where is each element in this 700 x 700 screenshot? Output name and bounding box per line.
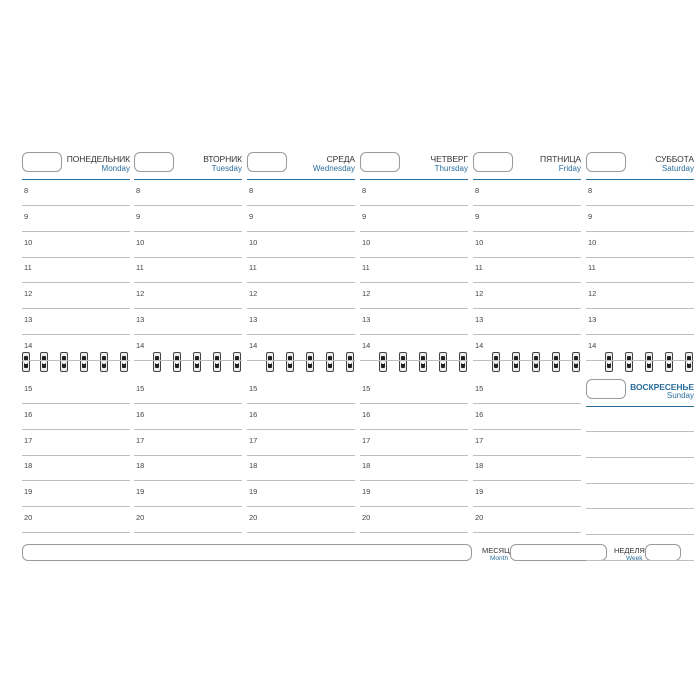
hour-line [586,360,694,361]
hour-number: 8 [475,186,480,195]
hour-slot[interactable] [473,289,581,315]
hour-slot[interactable] [586,289,694,315]
week-field[interactable] [645,544,681,561]
hour-number: 19 [475,487,484,497]
hour-line [360,205,468,206]
hour-line [473,282,581,283]
day-name-english: Saturday [661,164,694,173]
hour-slot[interactable] [247,341,355,367]
hour-line [473,360,581,361]
hour-number: 18 [362,461,371,471]
hour-line [134,282,242,283]
hour-slot[interactable] [586,263,694,289]
day-name-english: Tuesday [211,164,242,173]
hour-line [247,231,355,232]
hour-slot[interactable] [247,410,355,436]
hour-number: 17 [136,435,145,445]
hour-line [586,205,694,206]
hour-line [134,231,242,232]
hour-number: 14 [24,340,33,350]
hour-slot[interactable] [134,436,242,462]
hour-slot[interactable] [247,212,355,238]
hour-number: 10 [362,237,371,247]
hour-line [473,334,581,335]
hour-slot[interactable] [134,341,242,367]
hour-number: 8 [249,186,254,195]
hour-line [22,403,130,404]
hour-number: 13 [24,315,33,324]
hour-slot[interactable] [586,186,694,212]
hour-slot[interactable] [360,461,468,487]
day-name-english: Friday [558,164,581,173]
notes-box[interactable] [22,544,472,561]
hour-slot[interactable] [22,263,130,289]
hour-number: 18 [24,461,33,471]
hour-slot[interactable] [247,461,355,487]
hour-slot[interactable] [247,186,355,212]
hour-slot[interactable] [473,212,581,238]
month-field[interactable] [510,544,607,561]
hour-slot[interactable] [247,315,355,341]
date-box[interactable] [247,152,287,172]
hour-number: 14 [588,340,597,350]
day-column-4 [473,152,581,542]
hour-number: 18 [249,461,258,471]
hour-line [360,282,468,283]
hour-slot[interactable] [586,315,694,341]
hour-line [247,282,355,283]
header-rule [360,179,468,180]
note-line[interactable] [586,457,694,458]
day-name: СРЕДА [326,154,355,164]
hour-slot[interactable] [22,410,130,436]
hour-line [247,257,355,258]
hour-line [360,429,468,430]
day-name-english: Sunday [666,391,694,400]
hour-line [134,532,242,533]
hour-number: 20 [249,513,258,522]
hour-number: 19 [362,487,371,497]
hour-slot[interactable] [22,315,130,341]
hour-number: 13 [475,315,484,324]
day-name: ПОНЕДЕЛЬНИК [66,154,130,164]
hour-number: 8 [362,186,367,195]
header-rule [22,179,130,180]
hour-number: 17 [249,435,258,445]
hour-slot[interactable] [360,410,468,436]
note-line[interactable] [586,508,694,509]
hour-number: 18 [475,461,484,471]
hour-number: 16 [24,409,33,419]
hour-line [22,360,130,361]
hour-number: 9 [588,211,593,221]
header-rule [247,179,355,180]
date-box[interactable] [586,152,626,172]
hour-line [247,506,355,507]
hour-number: 15 [24,384,33,393]
hour-slot[interactable] [247,238,355,264]
hour-line [586,257,694,258]
hour-slot[interactable] [22,436,130,462]
hour-slot[interactable] [134,315,242,341]
hour-number: 11 [136,263,144,273]
hour-line [586,334,694,335]
header-rule [586,406,694,407]
hour-number: 9 [249,211,254,221]
hour-slot[interactable] [360,238,468,264]
hour-number: 16 [362,409,371,419]
hour-slot[interactable] [360,513,468,539]
hour-slot[interactable] [22,513,130,539]
note-line[interactable] [586,534,694,535]
week-label-english: Week [626,555,643,562]
day-column-0 [22,152,130,542]
hour-number: 15 [136,384,145,393]
hour-line [247,403,355,404]
hour-number: 9 [475,211,480,221]
day-name: СУББОТА [655,154,694,164]
header-rule [586,179,694,180]
hour-line [22,506,130,507]
hour-line [473,205,581,206]
hour-line [360,334,468,335]
hour-number: 16 [249,409,258,419]
hour-slot[interactable] [22,341,130,367]
hour-slot[interactable] [22,384,130,410]
hour-number: 13 [588,315,597,324]
hour-number: 20 [136,513,145,522]
day-column-2 [247,152,355,542]
hour-line [247,205,355,206]
hour-slot[interactable] [247,289,355,315]
hour-line [22,429,130,430]
hour-slot[interactable] [473,461,581,487]
hour-line [360,231,468,232]
hour-number: 15 [362,384,371,393]
hour-line [247,532,355,533]
hour-slot[interactable] [134,186,242,212]
day-column-3 [360,152,468,542]
hour-line [473,257,581,258]
hour-number: 11 [249,263,257,273]
note-line[interactable] [586,560,694,561]
date-box[interactable] [586,379,626,399]
hour-slot[interactable] [360,212,468,238]
hour-line [134,360,242,361]
hour-slot[interactable] [360,263,468,289]
hour-number: 10 [588,237,597,247]
hour-slot[interactable] [360,384,468,410]
hour-line [134,334,242,335]
hour-line [22,257,130,258]
hour-line [360,532,468,533]
hour-number: 11 [588,263,596,273]
hour-slot[interactable] [134,410,242,436]
hour-number: 14 [475,340,484,350]
note-line[interactable] [586,431,694,432]
hour-number: 17 [24,435,33,445]
hour-slot[interactable] [360,341,468,367]
hour-slot[interactable] [247,487,355,513]
hour-slot[interactable] [134,263,242,289]
hour-line [360,360,468,361]
hour-slot[interactable] [22,238,130,264]
hour-line [247,455,355,456]
hour-line [247,308,355,309]
date-box[interactable] [134,152,174,172]
day-column-1 [134,152,242,542]
day-name: ЧЕТВЕРГ [430,154,468,164]
hour-slot[interactable] [473,238,581,264]
hour-slot[interactable] [134,384,242,410]
header-rule [134,179,242,180]
hour-line [586,231,694,232]
hour-line [473,455,581,456]
hour-number: 11 [475,263,483,273]
hour-line [134,403,242,404]
hour-number: 19 [136,487,145,497]
hour-line [473,532,581,533]
hour-line [134,506,242,507]
hour-number: 14 [136,340,145,350]
hour-number: 9 [24,211,29,221]
hour-line [473,403,581,404]
hour-slot[interactable] [134,513,242,539]
day-name: ПЯТНИЦА [540,154,581,164]
hour-slot[interactable] [360,436,468,462]
date-box[interactable] [473,152,513,172]
hour-line [360,480,468,481]
hour-number: 12 [136,289,145,299]
hour-number: 8 [588,186,593,195]
hour-line [360,257,468,258]
hour-slot[interactable] [586,238,694,264]
hour-line [247,360,355,361]
hour-number: 11 [362,263,370,273]
hour-line [134,205,242,206]
hour-line [473,506,581,507]
hour-slot[interactable] [360,289,468,315]
hour-slot[interactable] [134,487,242,513]
hour-line [473,308,581,309]
date-box[interactable] [360,152,400,172]
hour-slot[interactable] [473,263,581,289]
hour-number: 19 [249,487,258,497]
hour-line [247,429,355,430]
hour-line [22,480,130,481]
hour-number: 13 [249,315,258,324]
hour-number: 10 [136,237,145,247]
hour-slot[interactable] [473,436,581,462]
day-name: ВОСКРЕСЕНЬЕ [630,382,694,392]
hour-slot[interactable] [473,513,581,539]
day-name-english: Monday [101,164,130,173]
hour-number: 19 [24,487,33,497]
hour-slot[interactable] [473,487,581,513]
hour-line [586,282,694,283]
hour-slot[interactable] [134,238,242,264]
hour-line [134,429,242,430]
hour-number: 15 [249,384,258,393]
hour-line [247,334,355,335]
hour-number: 15 [475,384,484,393]
hour-number: 13 [136,315,145,324]
hour-slot[interactable] [586,341,694,367]
hour-slot[interactable] [247,436,355,462]
hour-line [360,403,468,404]
hour-slot[interactable] [134,289,242,315]
hour-number: 20 [24,513,33,522]
hour-number: 12 [24,289,33,299]
hour-slot[interactable] [134,461,242,487]
hour-slot[interactable] [360,186,468,212]
hour-number: 12 [588,289,597,299]
hour-slot[interactable] [473,186,581,212]
hour-slot[interactable] [473,315,581,341]
hour-slot[interactable] [473,410,581,436]
hour-slot[interactable] [134,212,242,238]
hour-line [360,455,468,456]
hour-line [22,205,130,206]
hour-slot[interactable] [22,212,130,238]
hour-number: 11 [24,263,32,273]
hour-number: 8 [24,186,29,195]
hour-line [22,532,130,533]
hour-number: 16 [136,409,145,419]
hour-line [22,282,130,283]
hour-number: 20 [362,513,371,522]
week-label: НЕДЕЛЯ [614,546,645,555]
hour-number: 9 [136,211,141,221]
hour-number: 13 [362,315,371,324]
month-label: МЕСЯЦ [482,546,510,555]
hour-slot[interactable] [22,289,130,315]
hour-line [134,455,242,456]
hour-line [134,308,242,309]
hour-line [360,506,468,507]
hour-number: 20 [475,513,484,522]
date-box[interactable] [22,152,62,172]
hour-slot[interactable] [473,384,581,410]
hour-number: 18 [136,461,145,471]
hour-line [473,429,581,430]
hour-slot[interactable] [22,186,130,212]
hour-number: 12 [475,289,484,299]
hour-number: 8 [136,186,141,195]
hour-number: 17 [362,435,371,445]
hour-line [134,257,242,258]
hour-number: 16 [475,409,484,419]
hour-slot[interactable] [22,487,130,513]
hour-line [586,308,694,309]
hour-line [247,480,355,481]
header-rule [473,179,581,180]
day-name-english: Thursday [434,164,468,173]
month-label-english: Month [490,555,509,562]
hour-number: 14 [249,340,258,350]
hour-number: 17 [475,435,484,445]
note-line[interactable] [586,483,694,484]
hour-slot[interactable] [247,513,355,539]
hour-number: 9 [362,211,367,221]
day-name: ВТОРНИК [203,154,242,164]
hour-line [22,455,130,456]
hour-slot[interactable] [473,341,581,367]
hour-line [360,308,468,309]
hour-slot[interactable] [586,212,694,238]
hour-number: 10 [249,237,258,247]
hour-slot[interactable] [247,384,355,410]
hour-number: 10 [475,237,484,247]
hour-line [22,334,130,335]
hour-line [22,308,130,309]
hour-line [134,480,242,481]
hour-line [473,231,581,232]
hour-slot[interactable] [360,315,468,341]
hour-slot[interactable] [22,461,130,487]
hour-number: 10 [24,237,33,247]
hour-line [22,231,130,232]
hour-number: 12 [362,289,371,299]
hour-line [473,480,581,481]
hour-slot[interactable] [247,263,355,289]
day-name-english: Wednesday [312,164,355,173]
day-column-sunday [586,379,694,539]
hour-number: 14 [362,340,371,350]
hour-slot[interactable] [360,487,468,513]
hour-number: 12 [249,289,258,299]
